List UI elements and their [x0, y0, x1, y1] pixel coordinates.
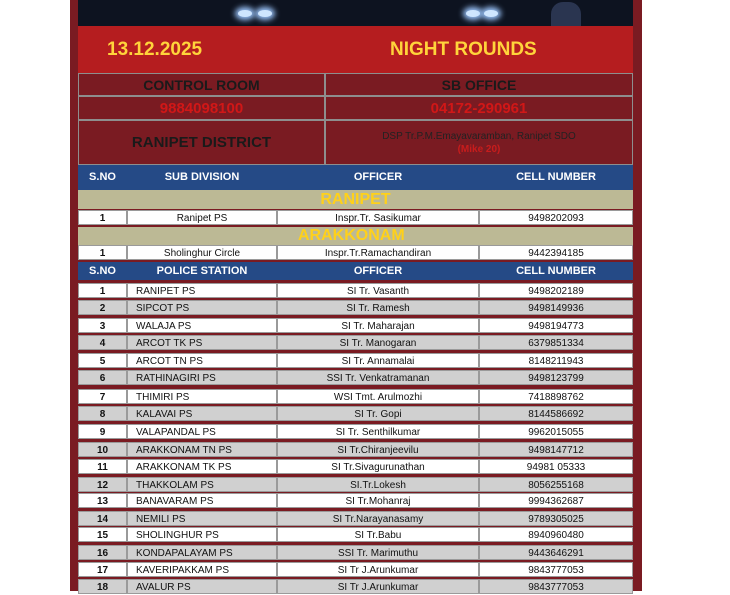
table-row [78, 300, 633, 315]
station-cell: 9498123799 [479, 370, 633, 385]
station-sno: 12 [78, 477, 127, 492]
header-banner-image [78, 0, 633, 26]
station-sno: 18 [78, 579, 127, 594]
station-sno: 17 [78, 562, 127, 577]
subdivision-sno: 1 [78, 210, 127, 225]
col-sno-header: S.NO [89, 265, 116, 277]
station-cell: 9498147712 [479, 442, 633, 457]
table-row [78, 511, 633, 526]
station-name: NEMILI PS [127, 511, 277, 526]
station-name: AVALUR PS [127, 579, 277, 594]
station-officer: SI Tr.Narayanasamy [277, 511, 479, 526]
table-row [78, 318, 633, 333]
station-cell: 9962015055 [479, 424, 633, 439]
subdivision-row [78, 210, 633, 225]
station-sno: 9 [78, 424, 127, 439]
col-cell-header: CELL NUMBER [516, 265, 596, 277]
district-name: RANIPET DISTRICT [78, 120, 325, 165]
station-name: KAVERIPAKKAM PS [127, 562, 277, 577]
station-cell: 8148211943 [479, 353, 633, 368]
table-row [78, 283, 633, 298]
station-officer: SSI Tr. Venkatramanan [277, 370, 479, 385]
subdivision-unit: Ranipet PS [127, 210, 277, 225]
section-arakkonam: ARAKKONAM [78, 227, 633, 245]
station-sno: 14 [78, 511, 127, 526]
station-sno: 5 [78, 353, 127, 368]
station-officer: SI Tr. Ramesh [277, 300, 479, 315]
station-name: BANAVARAM PS [127, 493, 277, 508]
station-name: KONDAPALAYAM PS [127, 545, 277, 560]
station-name: KALAVAI PS [127, 406, 277, 421]
station-officer: SI.Tr.Lokesh [277, 477, 479, 492]
station-officer: WSI Tmt. Arulmozhi [277, 389, 479, 404]
officer-silhouette [551, 2, 581, 26]
station-officer: SI Tr. Manogaran [277, 335, 479, 350]
subdivision-cell: 9498202093 [479, 210, 633, 225]
station-sno: 1 [78, 283, 127, 298]
station-name: ARCOT TN PS [127, 353, 277, 368]
dsp-name: DSP Tr.P.M.Emayavaramban, Ranipet SDO [382, 130, 576, 142]
station-name: THIMIRI PS [127, 389, 277, 404]
subdivision-unit: Sholinghur Circle [127, 245, 277, 260]
col-cell-header: CELL NUMBER [516, 171, 596, 183]
station-cell: 9443646291 [479, 545, 633, 560]
station-sno: 4 [78, 335, 127, 350]
station-officer: SI Tr. Senthilkumar [277, 424, 479, 439]
col-subdivision-header: SUB DIVISION [164, 171, 240, 183]
dsp-details [325, 120, 633, 165]
station-officer: SI Tr. Vasanth [277, 283, 479, 298]
station-officer: SI Tr.Babu [277, 527, 479, 542]
station-cell: 9498202189 [479, 283, 633, 298]
sb-office-number: 04172-290961 [325, 96, 633, 120]
station-cell: 9994362687 [479, 493, 633, 508]
control-room-number: 9884098100 [78, 96, 325, 120]
station-name: ARCOT TK PS [127, 335, 277, 350]
station-sno: 7 [78, 389, 127, 404]
station-cell: 7418898762 [479, 389, 633, 404]
col-officer-header: OFFICER [353, 171, 403, 183]
station-officer: SI Tr.Mohanraj [277, 493, 479, 508]
station-table-header [78, 262, 633, 280]
station-sno: 15 [78, 527, 127, 542]
station-name: THAKKOLAM PS [127, 477, 277, 492]
station-officer: SI Tr. Gopi [277, 406, 479, 421]
table-row [78, 389, 633, 404]
table-row [78, 424, 633, 439]
station-officer: SI Tr J.Arunkumar [277, 579, 479, 594]
station-name: ARAKKONAM TN PS [127, 442, 277, 457]
table-row [78, 406, 633, 421]
station-cell: 6379851334 [479, 335, 633, 350]
station-officer: SI Tr.Chiranjeevilu [277, 442, 479, 457]
subdivision-officer: Inspr.Tr.Ramachandiran [277, 245, 479, 260]
table-row [78, 353, 633, 368]
station-sno: 16 [78, 545, 127, 560]
station-sno: 10 [78, 442, 127, 457]
station-officer: SI Tr.Sivagurunathan [277, 459, 479, 474]
dsp-call-sign: (Mike 20) [457, 143, 501, 155]
station-cell: 8940960480 [479, 527, 633, 542]
sb-office-label: SB OFFICE [325, 73, 633, 96]
table-row [78, 370, 633, 385]
station-cell: 9498194773 [479, 318, 633, 333]
station-name: VALAPANDAL PS [127, 424, 277, 439]
station-officer: SI Tr. Annamalai [277, 353, 479, 368]
station-sno: 8 [78, 406, 127, 421]
col-sno-header: S.NO [89, 171, 116, 183]
table-row [78, 335, 633, 350]
station-name: ARAKKONAM TK PS [127, 459, 277, 474]
station-sno: 3 [78, 318, 127, 333]
station-sno: 2 [78, 300, 127, 315]
headlight-glow [238, 10, 252, 17]
station-officer: SI Tr. Maharajan [277, 318, 479, 333]
station-name: WALAJA PS [127, 318, 277, 333]
headlight-glow [484, 10, 498, 17]
roster-title: NIGHT ROUNDS [390, 39, 537, 60]
section-ranipet: RANIPET [78, 190, 633, 209]
subdivision-table-header [78, 165, 633, 190]
station-cell: 94981 05333 [479, 459, 633, 474]
station-name: RATHINAGIRI PS [127, 370, 277, 385]
station-cell: 8056255168 [479, 477, 633, 492]
station-cell: 9789305025 [479, 511, 633, 526]
table-row [78, 442, 633, 457]
table-row [78, 562, 633, 577]
station-cell: 9843777053 [479, 579, 633, 594]
table-row [78, 477, 633, 492]
station-officer: SI Tr J.Arunkumar [277, 562, 479, 577]
subdivision-row [78, 245, 633, 260]
headlight-glow [258, 10, 272, 17]
headlight-glow [466, 10, 480, 17]
roster-date: 13.12.2025 [107, 39, 203, 60]
station-cell: 8144586692 [479, 406, 633, 421]
table-row [78, 459, 633, 474]
subdivision-cell: 9442394185 [479, 245, 633, 260]
title-bar [78, 26, 633, 73]
station-officer: SSI Tr. Marimuthu [277, 545, 479, 560]
station-cell: 9843777053 [479, 562, 633, 577]
station-sno: 13 [78, 493, 127, 508]
station-name: RANIPET PS [127, 283, 277, 298]
table-row [78, 579, 633, 594]
station-cell: 9498149936 [479, 300, 633, 315]
station-sno: 6 [78, 370, 127, 385]
station-sno: 11 [78, 459, 127, 474]
table-row [78, 545, 633, 560]
subdivision-sno: 1 [78, 245, 127, 260]
table-row [78, 493, 633, 508]
control-room-label: CONTROL ROOM [78, 73, 325, 96]
table-row [78, 527, 633, 542]
subdivision-officer: Inspr.Tr. Sasikumar [277, 210, 479, 225]
station-name: SIPCOT PS [127, 300, 277, 315]
station-name: SHOLINGHUR PS [127, 527, 277, 542]
col-officer-header: OFFICER [353, 265, 403, 277]
col-station-header: POLICE STATION [156, 265, 248, 277]
